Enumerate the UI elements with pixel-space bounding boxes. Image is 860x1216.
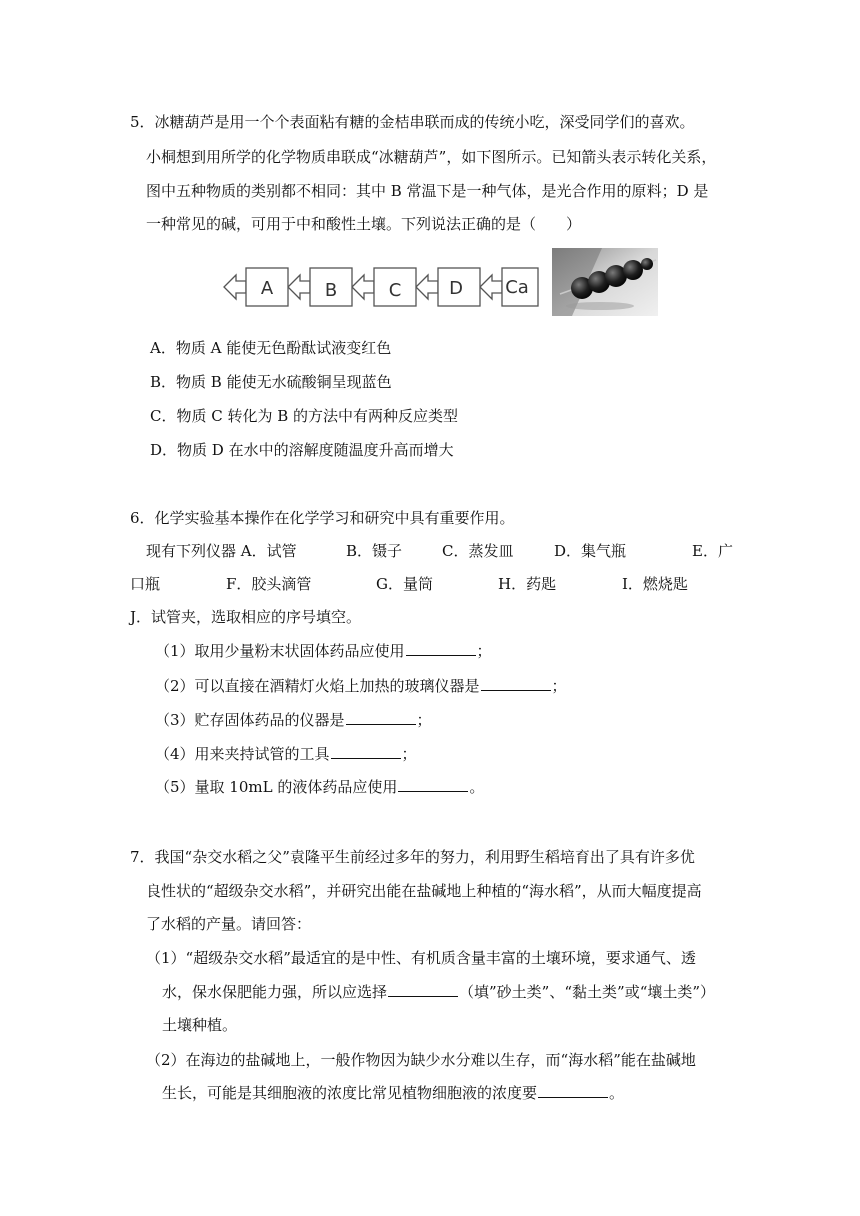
q5-option-d: D．物质 D 在水中的溶解度随温度升高而增大 — [150, 441, 454, 459]
label-ca: Ca — [505, 277, 529, 298]
arrow-c-to-b — [352, 275, 374, 299]
q6-instrument-10: J．试管夹，选取相应的序号填空。 — [130, 608, 362, 626]
q6-instrument-6: F．胶头滴管 — [226, 575, 312, 593]
q6-item-2: （2）可以直接在酒精灯火焰上加热的玻璃仪器是 ； — [155, 677, 567, 695]
conversion-chain-diagram — [222, 262, 542, 312]
arrow-ca-to-d — [480, 275, 502, 299]
q6-item-4: （4）用来夹持试管的工具 ； — [155, 745, 417, 763]
q7-line-2: 良性状的“超级杂交水稻”，并研究出能在盐碱地上种植的“海水稻”，从而大幅度提高 — [146, 882, 702, 900]
answer-blank[interactable] — [346, 710, 416, 725]
q7-p1-line-2: 水，保水保肥能力强，所以应选择 （填”砂土类”、“黏土类”或“壤土类”） — [162, 983, 716, 1001]
q6-item-1: （1）取用少量粉末状固体药品应使用 ； — [155, 642, 492, 660]
answer-blank[interactable] — [388, 982, 458, 997]
q7-p1-line-1: （1）“超级杂交水稻”最适宜的是中性、有机质含量丰富的土壤环境，要求通气、透 — [146, 949, 696, 967]
answer-blank[interactable] — [481, 676, 551, 691]
candied-fruit-photo — [552, 248, 658, 316]
q6-instrument-2: B．镊子 — [346, 542, 403, 560]
answer-blank[interactable] — [331, 744, 401, 759]
arrow-b-to-a — [288, 275, 310, 299]
arrow-d-to-c — [416, 275, 438, 299]
q6-item-5: （5）量取 10mL 的液体药品应使用 。 — [155, 778, 485, 796]
q7-p1-line-3: 土壤种植。 — [162, 1016, 238, 1034]
q6-instrument-5: E．广 — [692, 542, 733, 560]
q7-p2-line-2: 生长，可能是其细胞液的浓度比常见植物细胞液的浓度要 。 — [162, 1084, 625, 1102]
q6-instrument-1: 现有下列仪器 A．试管 — [146, 542, 297, 560]
q6-instrument-5b: 口瓶 — [130, 575, 161, 593]
q5-line-4: 一种常见的碱，可用于中和酸性土壤。下列说法正确的是（ ） — [146, 215, 582, 233]
answer-blank[interactable] — [538, 1083, 608, 1098]
q6-instrument-7: G．量筒 — [376, 575, 433, 593]
q5-line-3: 图中五种物质的类别都不相同：其中 B 常温下是一种气体，是光合作用的原料；D 是 — [146, 182, 709, 200]
label-a: A — [260, 278, 274, 299]
q5-option-a: A．物质 A 能使无色酚酞试液变红色 — [150, 339, 392, 357]
q5-option-b: B．物质 B 能使无水硫酸铜呈现蓝色 — [150, 373, 392, 391]
q6-instrument-3: C．蒸发皿 — [442, 542, 514, 560]
label-b: B — [324, 280, 338, 301]
q6-stem: 6．化学实验基本操作在化学学习和研究中具有重要作用。 — [130, 509, 515, 527]
label-d: D — [449, 278, 463, 299]
answer-blank[interactable] — [398, 777, 468, 792]
q6-instrument-4: D．集气瓶 — [554, 542, 627, 560]
q5-option-c: C．物质 C 转化为 B 的方法中有两种反应类型 — [150, 407, 459, 425]
q6-instrument-8: H．药匙 — [498, 575, 557, 593]
q7-p2-line-1: （2）在海边的盐碱地上，一般作物因为缺少水分难以生存，而“海水稻”能在盐碱地 — [146, 1051, 696, 1069]
q5-line-1: 5．冰糖葫芦是用一个个表面粘有糖的金桔串联而成的传统小吃，深受同学们的喜欢。 — [130, 113, 695, 131]
answer-blank[interactable] — [406, 641, 476, 656]
q5-line-2: 小桐想到用所学的化学物质串联成“冰糖葫芦”，如下图所示。已知箭头表示转化关系， — [146, 148, 717, 166]
q7-line-3: 了水稻的产量。请回答： — [146, 915, 312, 933]
label-c: C — [388, 280, 402, 301]
q7-line-1: 7．我国“杂交水稻之父”袁隆平生前经过多年的努力，利用野生稻培育出了具有许多优 — [130, 848, 695, 866]
arrow-into-a — [224, 275, 246, 299]
q6-instrument-9: I．燃烧匙 — [622, 575, 688, 593]
q6-item-3: （3）贮存固体药品的仪器是 ； — [155, 711, 432, 729]
